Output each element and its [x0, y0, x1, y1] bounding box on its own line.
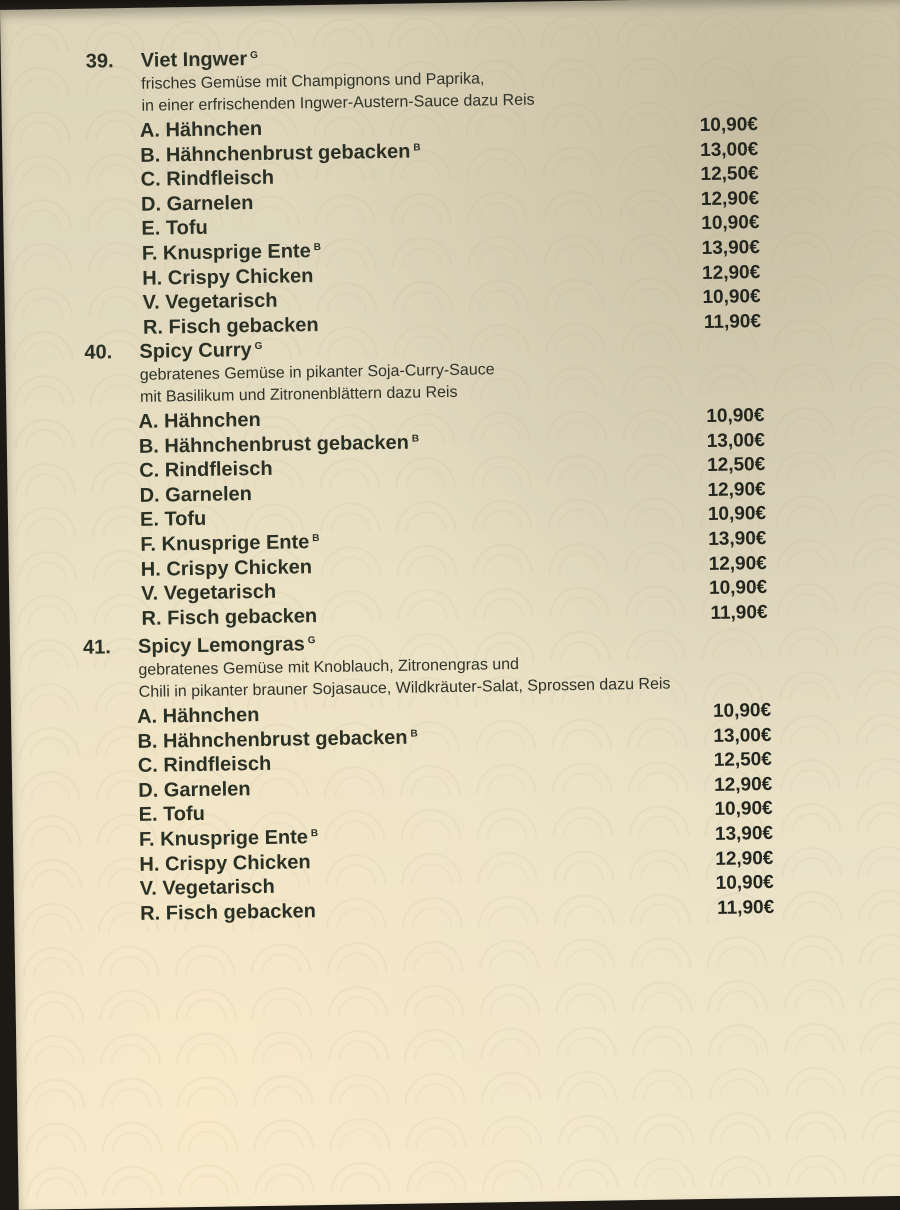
option-label: R. Fisch gebacken [141, 604, 318, 630]
option-label: V. Vegetarisch [139, 875, 275, 901]
option-price: 12,90€ [700, 187, 760, 210]
option-price: 12,90€ [701, 261, 761, 284]
option-name [139, 458, 273, 483]
dish-number: 40. [84, 341, 113, 364]
option-label: E. Tofu [141, 217, 208, 241]
option-label: C. Rindfleisch [139, 457, 273, 483]
option-label: F. Knusprige Ente [138, 826, 309, 851]
dish-name-text: Spicy Curry [139, 339, 252, 363]
option-name [141, 605, 317, 631]
option-label: F. Knusprige Ente [141, 240, 311, 265]
option-price: 10,90€ [712, 699, 772, 722]
option-name [140, 140, 421, 167]
option-name [137, 704, 260, 729]
dish-description-line: frisches Gemüse mit Champignons und Paprika, [141, 70, 485, 93]
dish-number: 41. [82, 636, 112, 659]
option-price: 11,90€ [710, 601, 768, 624]
allergen-mark: B [413, 142, 421, 154]
option-name [139, 431, 420, 458]
option-price: 10,90€ [701, 212, 760, 235]
option-price: 12,90€ [708, 552, 767, 575]
option-price: 12,90€ [713, 773, 773, 796]
option-name [138, 409, 261, 434]
option-price: 13,90€ [714, 822, 774, 845]
option-label: R. Fisch gebacken [140, 899, 316, 925]
allergen-mark: G [307, 635, 316, 647]
dish-name [138, 633, 316, 659]
option-name [139, 851, 311, 877]
option-name [142, 290, 277, 315]
option-label: V. Vegetarisch [141, 580, 277, 606]
allergen-mark: B [312, 533, 320, 545]
option-price: 12,50€ [713, 749, 773, 772]
option-name [143, 314, 319, 340]
option-label: A. Hähnchen [138, 408, 261, 433]
menu-dish [1, 38, 900, 339]
option-price: 12,90€ [715, 847, 774, 870]
option-name [141, 556, 313, 582]
option-name [140, 531, 319, 557]
option-label: B. Hähnchenbrust gebacken [138, 431, 410, 458]
option-price: 10,90€ [706, 405, 765, 427]
dish-description-line: in einer erfrischenden Ingwer-Austern-Sauce dazu Reis [141, 91, 535, 115]
option-name [142, 265, 314, 291]
option-name [139, 826, 318, 852]
allergen-mark: B [313, 241, 321, 254]
dish-description-line: Chili in pikanter brauner Sojasauce, Wildkräuter-Salat, Sprossen dazu Reis [138, 675, 671, 701]
dish-description-line: gebratenes Gemüse in pikanter Soja-Curry-Sauce [139, 361, 495, 384]
option-price: 12,50€ [706, 454, 766, 477]
option-price: 13,90€ [701, 237, 760, 260]
option-price: 11,90€ [716, 896, 775, 919]
option-label: D. Garnelen [140, 191, 254, 216]
option-price: 10,90€ [699, 114, 759, 137]
option-name [141, 192, 254, 217]
dish-number: 39. [85, 50, 114, 73]
option-label: D. Garnelen [139, 482, 253, 507]
option-price: 11,90€ [703, 310, 762, 333]
option-name [140, 900, 316, 926]
option-label: F. Knusprige Ente [140, 531, 310, 556]
dish-name [139, 339, 262, 364]
option-label: C. Rindfleisch [137, 753, 272, 778]
option-price: 12,50€ [700, 163, 759, 186]
option-name [140, 876, 275, 901]
option-label: B. Hähnchenbrust gebacken [140, 140, 411, 167]
option-label: H. Crispy Chicken [140, 555, 313, 581]
option-label: R. Fisch gebacken [142, 313, 319, 339]
allergen-mark: G [254, 340, 263, 353]
option-label: H. Crispy Chicken [139, 850, 311, 876]
option-label: B. Hähnchenbrust gebacken [137, 726, 408, 753]
option-price: 13,00€ [713, 724, 772, 747]
option-label: E. Tofu [139, 508, 207, 532]
allergen-mark: B [410, 728, 418, 740]
option-name [139, 483, 252, 508]
option-name [138, 803, 205, 827]
option-name [138, 778, 251, 803]
option-label: A. Hähnchen [136, 704, 260, 728]
option-price: 13,00€ [699, 138, 759, 161]
dish-description-line: gebratenes Gemüse mit Knoblauch, Zitronengras und [138, 655, 520, 679]
option-name [141, 167, 275, 192]
option-price: 10,90€ [707, 503, 767, 526]
option-label: C. Rindfleisch [140, 166, 275, 191]
dish-name-text: Viet Ingwer [140, 48, 248, 72]
option-price: 12,90€ [707, 478, 766, 501]
option-name [138, 753, 272, 778]
option-name [140, 118, 263, 143]
option-price: 10,90€ [702, 286, 761, 309]
option-price: 10,90€ [714, 798, 773, 821]
dish-description-line: mit Basilikum und Zitronenblättern dazu Reis [139, 383, 458, 406]
allergen-mark: B [411, 433, 420, 445]
option-label: A. Hähnchen [139, 117, 263, 142]
option-price: 13,00€ [706, 429, 766, 452]
dish-name-text: Spicy Lemongras [137, 633, 305, 658]
option-name [141, 217, 208, 241]
option-name [140, 508, 207, 532]
allergen-mark: B [310, 828, 319, 840]
option-price: 10,90€ [715, 872, 774, 895]
option-name [142, 240, 321, 266]
option-price: 10,90€ [708, 577, 768, 600]
option-label: H. Crispy Chicken [142, 264, 314, 290]
dish-name [141, 48, 258, 73]
option-label: D. Garnelen [138, 777, 251, 802]
option-name [141, 581, 276, 606]
option-name [137, 726, 418, 753]
option-label: V. Vegetarisch [142, 289, 278, 314]
option-label: E. Tofu [138, 803, 206, 827]
allergen-mark: G [249, 49, 258, 62]
option-price: 13,90€ [708, 528, 767, 550]
